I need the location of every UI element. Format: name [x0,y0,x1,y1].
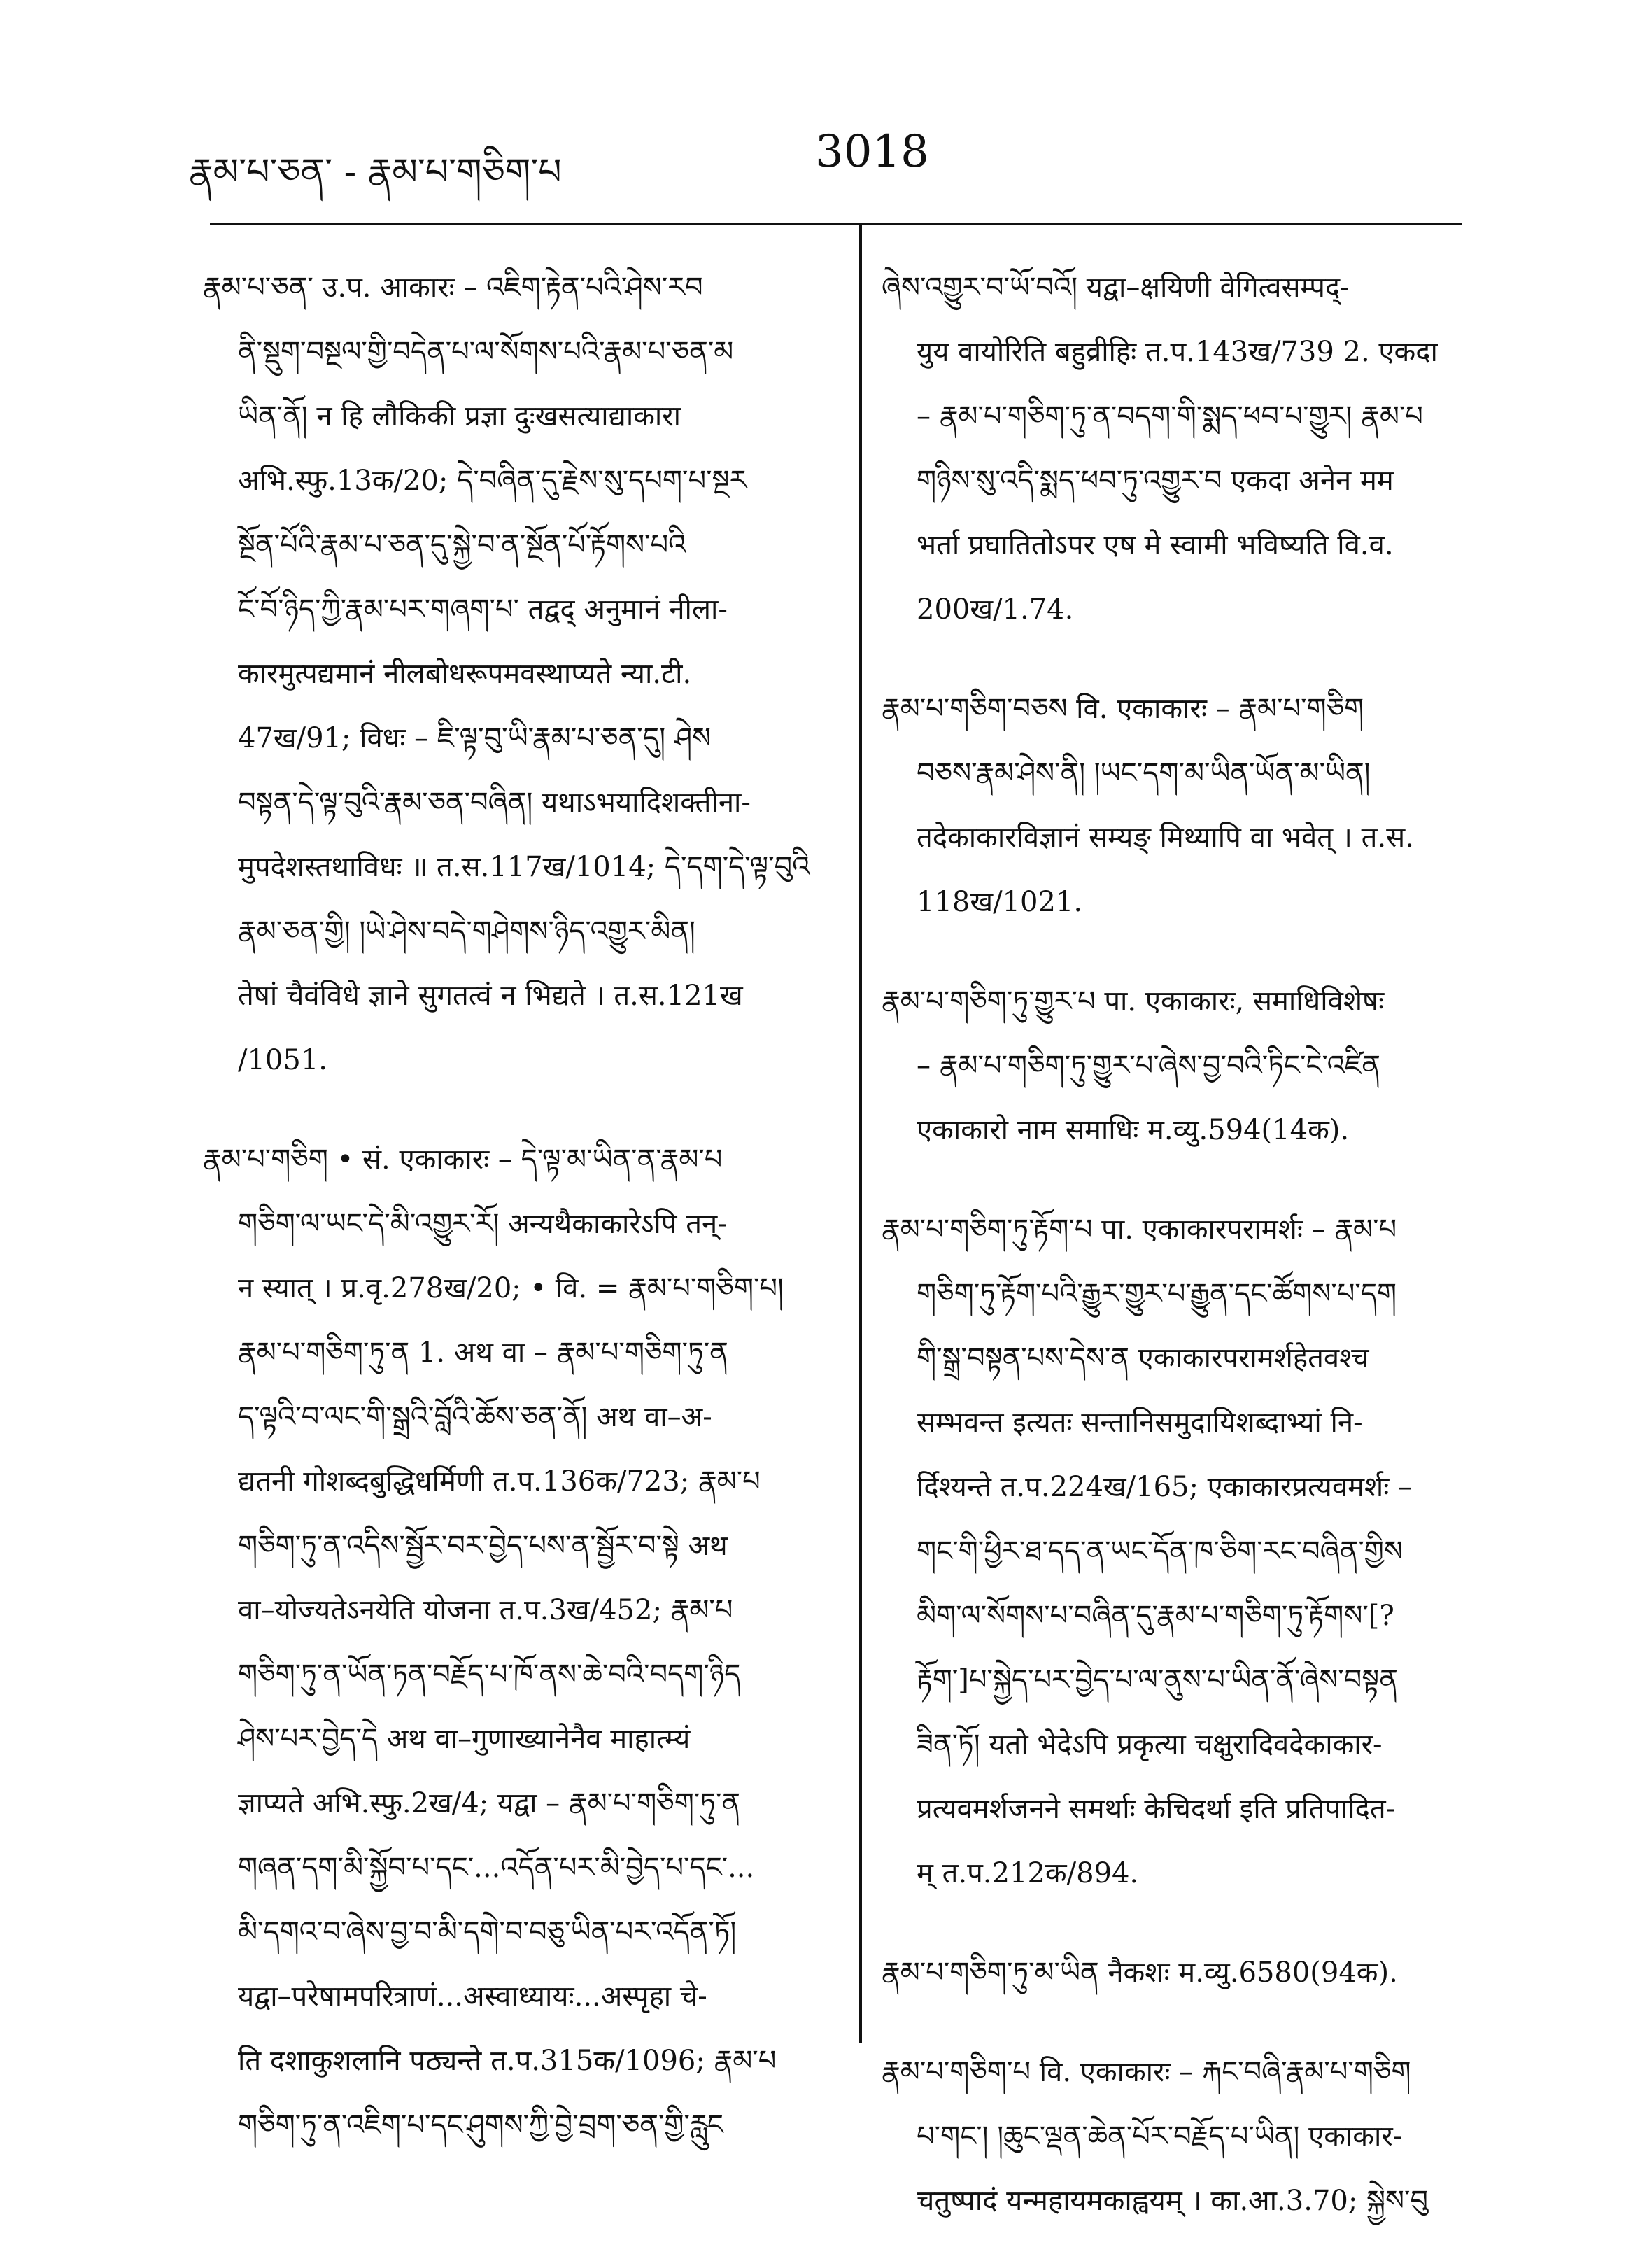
right-column [882,255,1497,2268]
entry-text-line: པ་གང་། །ཆུང་ལྡན་ཆེན་པོར་བརྗོད་པ་ཡིན། एकाकार- [917,2120,1403,2153]
entry-text-line: र्दिश्यन्ते त.प.224ख/165; एकाकारप्रत्यवमर्शः – [917,1471,1413,1503]
entry-text-line: /1051. [238,1044,327,1076]
dictionary-entry [882,2040,1497,2233]
entry-text-line: ཟིན་ཏོ། यतो भेदेऽपि प्रकृत्या चक्षुरादिवदेकाकार- [917,1728,1383,1761]
entry-text-line: प्रत्यवमर्शजनने समर्थाः केचिदर्था इति प्रतिपादित- [917,1793,1396,1825]
entry-text-line: 47ख/91; विधः – ཇི་ལྟ་བུ་ཡི་རྣམ་པ་ཅན་དུ། ཤེས [238,722,712,754]
entry-headword-line: རྣམ་པ་གཅིག་ཏུ་རྟོག་པ पा. एकाकारपरामर्शः – རྣམ་པ [882,1213,1397,1246]
entry-text-line: ནི་སྡུག་བསྔལ་གྱི་བདེན་པ་ལ་སོགས་པའི་རྣམ་པ་ཅན་མ [238,336,734,368]
page-number: 3018 [815,126,929,178]
entry-text-line: བཅས་རྣམ་ཤེས་ནི། །ཡང་དག་མ་ཡིན་ཡོན་མ་ཡིན། [917,757,1371,789]
entry-headword-line: རྣམ་པ་གཅིག་ཏུ་གྱུར་པ पा. एकाकारः, समाधिविशेषः [882,985,1385,1017]
entry-text-line: རྣམ་ཅན་གྱི། །ཡེ་ཤེས་བདེ་གཤེགས་ཉིད་འགྱུར་མིན། [238,915,695,948]
entry-text-line: भर्ता प्रघातितोऽपर एष मे स्वामी भविष्यति वि.व. [917,529,1394,561]
dictionary-entry [882,677,1497,934]
entry-text-line: གང་གི་ཕྱིར་ཐ་དད་ན་ཡང་དོན་ཁ་ཅིག་རང་བཞིན་གྱིས [917,1535,1403,1568]
entry-text-line: युय वायोरिति बहुव्रीहिः त.प.143ख/739 2. एकदा [917,336,1438,368]
entry-text-line: – རྣམ་པ་གཅིག་ཏུ་ན་བདག་གི་སྨད་ཕབ་པ་གྱུར། རྣམ་པ [917,400,1423,432]
entry-text-line: གཅིག་ཏུ་ན་འཇིག་པ་དང་ཤུགས་ཀྱི་བྱེ་བྲག་ཅན་གྱི་རླུང [238,2109,723,2141]
entry-text-line: वा–योज्यतेऽनयेति योजना त.प.3ख/452; རྣམ་པ [238,1594,733,1626]
entry-text-line: चतुष्पादं यन्महायमकाह्वयम् । का.आ.3.70; སྐྱེས་བུ [917,2185,1429,2217]
entry-text-line: मुपदेशस्तथाविधः ॥ त.स.117ख/1014; དེ་དག་དེ་ལྟ་བུའི [238,851,810,883]
entry-text-line: सम्भवन्त इत्यतः सन्तानिसमुदायिशब्दाभ्यां नि- [917,1407,1363,1439]
entry-text-line: ज्ञाप्यते अभि.स्फु.2ख/4; यद्वा – རྣམ་པ་གཅིག་ཏུ་ན [238,1787,741,1819]
entry-text-line: གཅིག་ཏུ་ན་ཡོན་ཏན་བརྗོད་པ་ཁོ་ནས་ཆེ་བའི་བདག་ཉིད [238,1658,741,1691]
entry-text-line: བསྟན་དེ་ལྟ་བུའི་རྣམ་ཅན་བཞིན། यथाऽभयादिशक्तीना- [238,787,751,819]
entry-text-line: ति दशाकुशलानि पठ्यन्ते त.प.315क/1096; རྣམ་པ [238,2045,777,2077]
entry-text-line: तेषां चैवंविधे ज्ञाने सुगतत्वं न भिद्यते । त.स.121ख [238,980,743,1012]
dictionary-entry [203,255,836,1092]
dictionary-entry [882,1941,1497,2005]
entry-text-line: རྟོག་]པ་སྐྱེད་པར་བྱེད་པ་ལ་ནུས་པ་ཡིན་ནོ་ཞེས་བསྟན [917,1664,1398,1696]
entry-text-line: མིག་ལ་སོགས་པ་བཞིན་དུ་རྣམ་པ་གཅིག་ཏུ་རྟོགས་[? [917,1600,1394,1632]
entry-text-line: གཅིག་ལ་ཡང་དེ་མི་འགྱུར་རོ། अन्यथैकाकारेऽपि तन्- [238,1208,727,1240]
left-column [203,255,836,2192]
entry-headword-line: རྣམ་པ་གཅིག • सं. एकाकारः – དེ་ལྟ་མ་ཡིན་ན་རྣམ་པ [203,1143,723,1176]
entry-text-line: ཡིན་ནོ། न हि लौकिकी प्रज्ञा दुःखसत्याद्याकारा [238,400,681,432]
dictionary-entry [882,255,1497,642]
entry-headword-line: རྣམ་པ་ཅན་ उ.प. आकारः – འཇིག་རྟེན་པའི་ཤེས་རབ [203,272,703,304]
running-head: རྣམ་པ་ཅན་ - རྣམ་པ་གཅིག་པ [189,151,562,193]
entry-text-line: གཉིས་སུ་འདི་སྨད་ཕབ་ཏུ་འགྱུར་བ एकदा अनेन मम [917,465,1394,497]
dictionary-entry [882,1197,1497,1906]
entry-text-line: यद्वा–परेषामपरित्राणं...अस्वाध्यायः...अस्पृहा चे- [238,1980,707,2013]
entry-text-line: एकाकारो नाम समाधिः म.व्यु.594(14क). [917,1114,1350,1146]
entry-text-line: ད་ལྟའི་བ་ལང་གི་སྒྲའི་བློའི་ཆོས་ཅན་ནོ། अथ वा–अ- [238,1401,712,1433]
entry-text-line: ངོ་བོ་ཉིད་ཀྱི་རྣམ་པར་གཞག་པ་ तद्वद् अनुमानं नीला- [238,593,728,626]
entry-text-line: སྔོན་པོའི་རྣམ་པ་ཅན་དུ་སྐྱེ་བ་ན་སྔོན་པོ་རྟོགས་པའི [238,529,686,561]
entry-text-line: – རྣམ་པ་གཅིག་ཏུ་གྱུར་པ་ཞེས་བྱ་བའི་ཏིང་ངེ་འཛིན [917,1050,1380,1082]
entry-text-line: གཅིག་ཏུ་ན་འདིས་སྦྱོར་བར་བྱེད་པས་ན་སྦྱོར་བ་སྟེ अथ [238,1530,728,1562]
entry-text-line: གཅིག་ཏུ་རྟོག་པའི་རྒྱུར་གྱུར་པ་རྒྱུན་དང་ཚོགས་པ་དག [917,1278,1397,1310]
entry-text-line: तदेकाकारविज्ञानं सम्यङ् मिथ्यापि वा भवेत् । त.स. [917,822,1414,854]
dictionary-entry [882,969,1497,1162]
header-rule [210,223,1462,225]
entry-headword-line: རྣམ་པ་གཅིག་པ वि. एकाकारः – རྐང་བཞི་རྣམ་པ་གཅིག [882,2056,1411,2088]
page-header [0,126,1626,193]
entry-text-line: གཞན་དག་མི་སྐྱོབ་པ་དང་...འདོན་པར་མི་བྱེད་པ་དང་... [238,1852,755,1884]
entry-text-line: अभि.स्फु.13क/20; དེ་བཞིན་དུ་རྗེས་སུ་དཔག་པ་སྔར [238,465,747,497]
entry-text-line: 200ख/1.74. [917,593,1074,626]
entry-text-line: རྣམ་པ་གཅིག་ཏུ་ན 1. अथ वा – རྣམ་པ་གཅིག་ཏུ་ན [238,1337,728,1369]
entry-text-line: གི་སྒྲ་བསྟན་པས་དེས་ན एकाकारपरामर्शहेतवश्च [917,1342,1369,1374]
dictionary-entry [203,1127,836,2157]
entry-headword-line: རྣམ་པ་གཅིག་ཏུ་མ་ཡིན नैकशः म.व्यु.6580(94क). [882,1957,1398,1989]
column-divider [859,224,862,2043]
entry-text-line: म् त.प.212क/894. [917,1857,1139,1889]
entry-text-line: ཤེས་པར་བྱེད་དེ अथ वा–गुणाख्यानेनैव माहात्म्यं [238,1723,691,1755]
entry-text-line: 118ख/1021. [917,886,1083,918]
entry-text-line: द्यतनी गोशब्दबुद्धिधर्मिणी त.प.136क/723; རྣམ་པ [238,1465,761,1498]
entry-headword-line: ཞེས་འགྱུར་བ་ཡོ་བའོ། यद्वा–क्षयिणी वेगित्वसम्पद्- [882,272,1350,304]
entry-text-line: कारमुत्पद्यमानं नीलबोधरूपमवस्थाप्यते न्या.टी. [238,658,692,690]
entry-text-line: མི་དགའ་བ་ཞེས་བྱ་བ་མི་དགེ་བ་བཅུ་ཡིན་པར་འདོན་ཏོ། [238,1916,737,1948]
entry-headword-line: རྣམ་པ་གཅིག་བཅས वि. एकाकारः – རྣམ་པ་གཅིག [882,693,1364,725]
entry-text-line: न स्यात् । प्र.वृ.278ख/20; • वि. = རྣམ་པ་གཅིག་པ། [238,1272,784,1304]
